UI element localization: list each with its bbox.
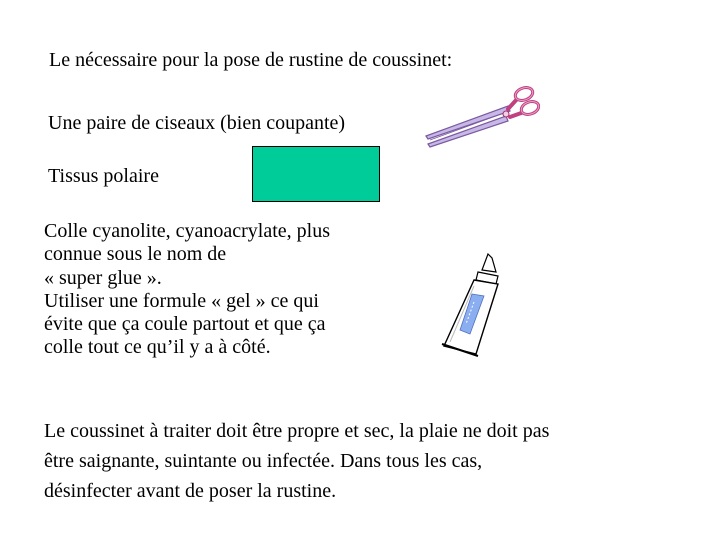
scissors-label: Une paire de ciseaux (bien coupante): [48, 112, 346, 134]
footer-line: Le coussinet à traiter doit être propre et sec, la plaie ne doit pas: [44, 420, 550, 442]
footer-paragraph: [44, 416, 549, 506]
footer-line: désinfecter avant de poser la rustine.: [44, 480, 337, 502]
glue-line: « super glue ».: [44, 266, 162, 289]
glue-line: colle tout ce qu’il y a à côté.: [44, 336, 271, 359]
glue-line: évite que ça coule partout et que ça: [44, 313, 326, 336]
glue-line: connue sous le nom de: [44, 243, 227, 266]
fleece-swatch: [252, 146, 380, 202]
slide-title: Le nécessaire pour la pose de rustine de coussinet:: [49, 49, 453, 71]
footer-line: être saignante, suintante ou infectée. Dans tous les cas,: [44, 450, 483, 472]
fleece-label: Tissus polaire: [48, 165, 159, 187]
scissors-icon: [420, 84, 540, 150]
glue-description: [44, 220, 330, 360]
glue-line: Colle cyanolite, cyanoacrylate, plus: [44, 220, 331, 242]
glue-tube-icon: [436, 250, 508, 360]
glue-line: Utiliser une formule « gel » ce qui: [44, 289, 319, 312]
